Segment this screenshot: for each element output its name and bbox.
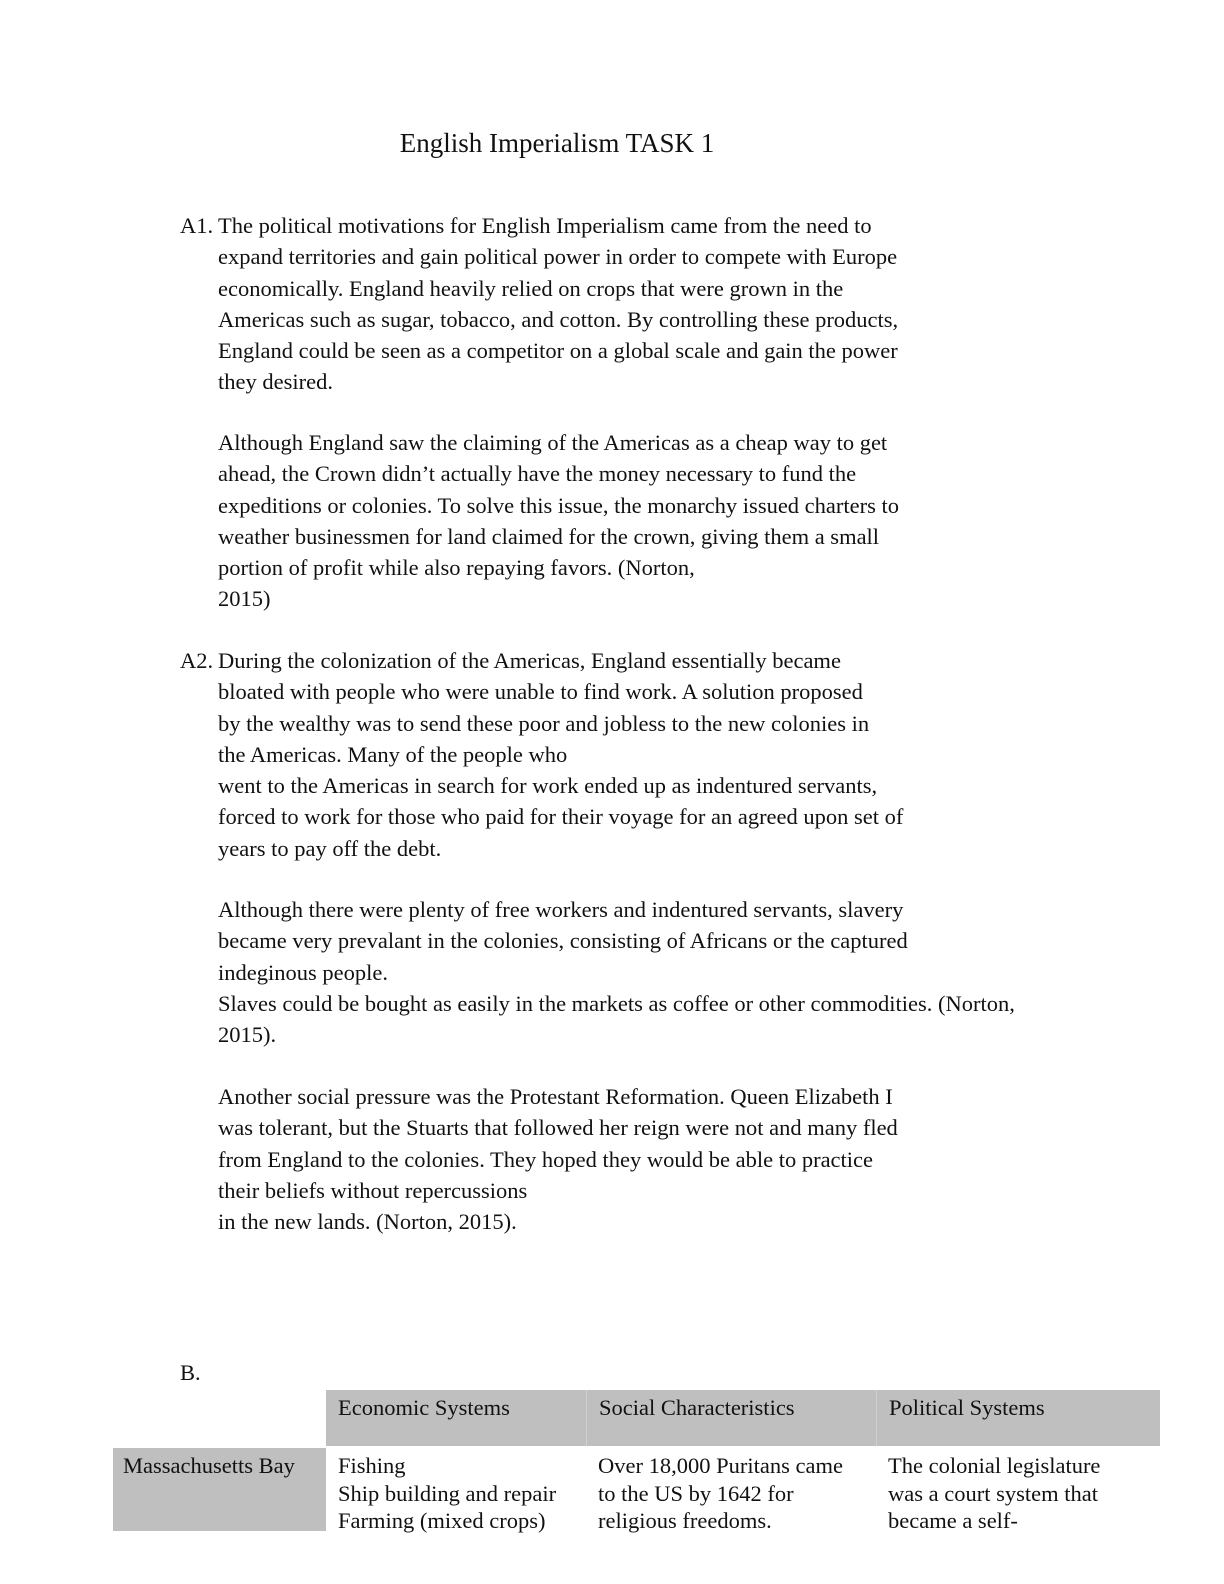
header-social: Social Characteristics: [586, 1390, 876, 1446]
text-line: The political motivations for English Imperialism came from the need to: [218, 213, 872, 238]
text-line: their beliefs without repercussions: [218, 1177, 528, 1203]
text-line: During the colonization of the Americas, England essentially became: [218, 648, 841, 673]
text-line: in the new lands. (Norton, 2015).: [218, 1209, 517, 1235]
row-label-massachusetts: Massachusetts Bay: [113, 1448, 326, 1531]
text-line: Over 18,000 Puritans came: [598, 1453, 843, 1478]
paragraph-a1-1: [218, 210, 898, 398]
header-economic: Economic Systems: [326, 1390, 586, 1446]
section-label-a2: A2.: [180, 648, 214, 673]
text-line: 2015).: [218, 1022, 277, 1048]
text-line: Although there were plenty of free workers and indentured servants, slavery: [218, 897, 904, 922]
text-line: Americas such as sugar, tobacco, and cotton. By controlling these products,: [218, 306, 899, 332]
text-line: from England to the colonies. They hoped they would be able to practice: [218, 1146, 874, 1172]
text-line: expeditions or colonies. To solve this issue, the monarchy issued charters to: [218, 492, 900, 518]
paragraph-a2-2: [218, 894, 1015, 1050]
text-line: became very prevalant in the colonies, consisting of Africans or the captured: [218, 928, 908, 954]
section-label-a1: A1.: [180, 213, 214, 238]
header-political: Political Systems: [876, 1390, 1160, 1446]
paragraph-a2-3: [218, 1081, 898, 1237]
text-line: Although England saw the claiming of the Americas as a cheap way to get: [218, 430, 888, 455]
text-line: indeginous people.: [218, 959, 388, 985]
text-line: became a self-: [888, 1508, 1018, 1533]
cell-social: [586, 1448, 876, 1539]
cell-economic: [326, 1448, 586, 1539]
text-line: the Americas. Many of the people who: [218, 741, 568, 767]
document-title: English Imperialism TASK 1: [399, 128, 715, 158]
text-line: forced to work for those who paid for their voyage for an agreed upon set of: [218, 804, 904, 830]
text-line: England could be seen as a competitor on a global scale and gain the power: [218, 338, 898, 364]
text-line: 2015): [218, 586, 271, 612]
text-line: portion of profit while also repaying favors. (Norton,: [218, 555, 695, 581]
text-line: to the US by 1642 for: [598, 1480, 794, 1506]
text-line: Slaves could be bought as easily in the markets as coffee or other commodities. (Norton,: [218, 990, 1015, 1016]
text-line: Fishing: [338, 1453, 406, 1478]
text-line: was a court system that: [888, 1480, 1098, 1506]
text-line: Ship building and repair: [338, 1480, 557, 1506]
text-line: The colonial legislature: [888, 1453, 1101, 1478]
cell-political: [876, 1448, 1160, 1539]
text-line: by the wealthy was to send these poor and jobless to the new colonies in: [218, 710, 870, 736]
text-line: Farming (mixed crops): [338, 1508, 546, 1533]
text-line: was tolerant, but the Stuarts that followed her reign were not and many fled: [218, 1115, 898, 1141]
text-line: went to the Americas in search for work ended up as indentured servants,: [218, 773, 878, 799]
text-line: weather businessmen for land claimed for the crown, giving them a small: [218, 523, 880, 549]
text-line: religious freedoms.: [598, 1508, 772, 1533]
text-line: expand territories and gain political power in order to compete with Europe: [218, 244, 898, 270]
text-line: they desired.: [218, 369, 333, 395]
paragraph-a2-1: [218, 645, 903, 864]
text-line: Another social pressure was the Protestant Reformation. Queen Elizabeth I: [218, 1084, 893, 1109]
text-line: ahead, the Crown didn’t actually have the money necessary to fund the: [218, 461, 857, 487]
text-line: bloated with people who were unable to find work. A solution proposed: [218, 679, 863, 705]
section-label-b: B.: [180, 1360, 201, 1385]
text-line: economically. England heavily relied on crops that were grown in the: [218, 275, 844, 301]
paragraph-a1-2: [218, 427, 899, 615]
text-line: years to pay off the debt.: [218, 835, 442, 861]
